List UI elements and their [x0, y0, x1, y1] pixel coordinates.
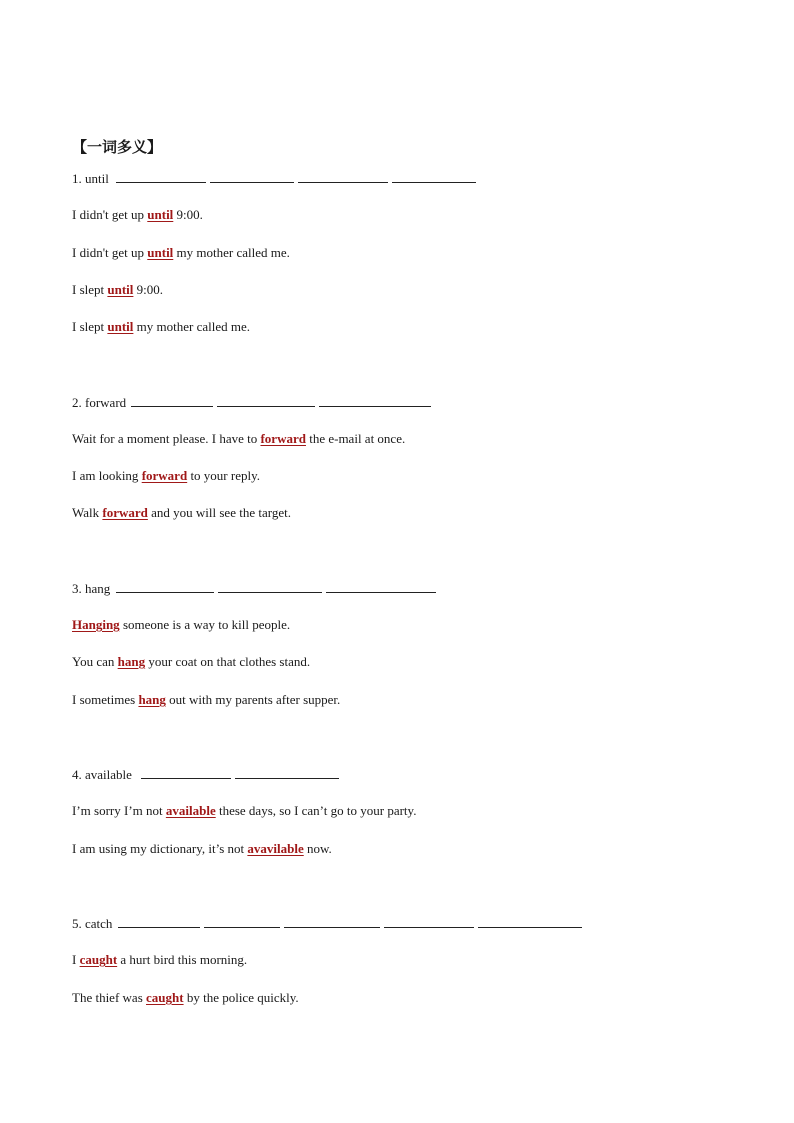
- sentence-text: Walk: [72, 505, 103, 520]
- sentence-text: my mother called me.: [173, 245, 290, 260]
- example-sentence: [72, 431, 405, 447]
- example-sentence: [72, 990, 299, 1006]
- example-sentence: [72, 952, 247, 968]
- answer-blank[interactable]: [118, 915, 200, 928]
- answer-blank[interactable]: [131, 394, 213, 407]
- sentence-text: by the police quickly.: [183, 990, 299, 1005]
- sentence-text: I didn't get up: [72, 245, 148, 260]
- keyword: until: [107, 282, 134, 297]
- answer-blank[interactable]: [218, 580, 322, 593]
- section-heading-available: [72, 766, 343, 783]
- answer-blank[interactable]: [319, 394, 431, 407]
- section-heading-catch: [72, 915, 586, 932]
- sentence-text: someone is a way to kill people.: [119, 617, 291, 632]
- example-sentence: [72, 207, 203, 223]
- keyword: hang: [138, 692, 166, 707]
- answer-blank[interactable]: [204, 915, 280, 928]
- example-sentence: [72, 692, 340, 708]
- sentence-text: I slept: [72, 319, 108, 334]
- example-sentence: [72, 654, 310, 670]
- keyword: caught: [146, 990, 184, 1005]
- sentence-text: your coat on that clothes stand.: [145, 654, 311, 669]
- heading-text: 3. hang: [72, 581, 111, 596]
- sentence-text: I sometimes: [72, 692, 139, 707]
- keyword: forward: [102, 505, 148, 520]
- keyword: forward: [260, 431, 306, 446]
- answer-blank[interactable]: [217, 394, 315, 407]
- example-sentence: [72, 319, 250, 335]
- sentence-text: I am using my dictionary, it’s not: [72, 841, 248, 856]
- sentence-text: You can: [72, 654, 118, 669]
- keyword: caught: [79, 952, 118, 967]
- heading-text: 5. catch: [72, 916, 113, 931]
- answer-blank[interactable]: [116, 580, 214, 593]
- answer-blank[interactable]: [298, 170, 388, 183]
- sentence-text: now.: [303, 841, 332, 856]
- keyword: until: [147, 207, 174, 222]
- heading-text: 1. until: [72, 171, 109, 186]
- section-heading-hang: [72, 580, 440, 597]
- answer-blank[interactable]: [210, 170, 294, 183]
- sentence-text: to your reply.: [187, 468, 260, 483]
- example-sentence: [72, 803, 416, 819]
- keyword: until: [107, 319, 134, 334]
- sentence-text: these days, so I can’t go to your party.: [215, 803, 417, 818]
- keyword: Hanging: [72, 617, 120, 632]
- keyword: hang: [117, 654, 146, 669]
- sentence-text: the e-mail at once.: [305, 431, 406, 446]
- sentence-text: 9:00.: [133, 282, 164, 297]
- answer-blank[interactable]: [326, 580, 436, 593]
- example-sentence: [72, 245, 290, 261]
- sentence-text: 9:00.: [173, 207, 203, 222]
- example-sentence: [72, 841, 332, 857]
- sentence-text: my mother called me.: [133, 319, 251, 334]
- answer-blank[interactable]: [284, 915, 380, 928]
- answer-blank[interactable]: [235, 766, 339, 779]
- answer-blank[interactable]: [392, 170, 476, 183]
- example-sentence: [72, 468, 260, 484]
- answer-blank[interactable]: [384, 915, 474, 928]
- keyword: available: [165, 803, 216, 818]
- example-sentence: [72, 282, 163, 298]
- sentence-text: I slept: [72, 282, 108, 297]
- sentence-text: out with my parents after supper.: [165, 692, 341, 707]
- keyword: forward: [141, 468, 188, 483]
- sentence-text: The thief was: [72, 990, 147, 1005]
- answer-blank[interactable]: [141, 766, 231, 779]
- example-sentence: [72, 505, 291, 521]
- sentence-text: and you will see the target.: [147, 505, 291, 520]
- sentence-text: I: [72, 952, 80, 967]
- example-sentence: [72, 617, 290, 633]
- sentence-text: Wait for a moment please. I have to: [72, 431, 261, 446]
- answer-blank[interactable]: [116, 170, 206, 183]
- sentence-text: I am looking: [72, 468, 142, 483]
- heading-text: 4. available: [72, 767, 132, 782]
- sentence-text: a hurt bird this morning.: [117, 952, 248, 967]
- answer-blank[interactable]: [478, 915, 582, 928]
- sentence-text: I didn't get up: [72, 207, 148, 222]
- keyword: avavilable: [247, 841, 304, 856]
- heading-text: 2. forward: [72, 395, 127, 410]
- sentence-text: I’m sorry I’m not: [72, 803, 166, 818]
- section-heading-until: [72, 170, 480, 187]
- page-title: 【一词多义】: [72, 138, 163, 156]
- keyword: until: [147, 245, 174, 260]
- section-heading-forward: [72, 394, 435, 411]
